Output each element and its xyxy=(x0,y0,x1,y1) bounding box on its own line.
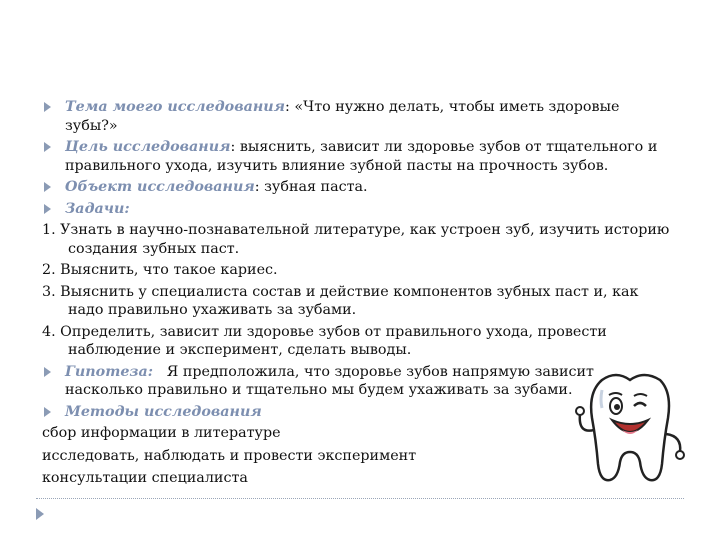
goal-sep: : xyxy=(230,139,240,155)
bullet-arrow-icon xyxy=(44,407,51,417)
goal-label: Цель исследования xyxy=(65,139,231,155)
bottom-divider xyxy=(36,498,684,499)
task-item-3 xyxy=(42,283,682,320)
item-tasks xyxy=(42,200,682,219)
task-2-line1: 2. Выяснить, что такое кариес. xyxy=(42,262,278,278)
bullet-arrow-icon xyxy=(44,182,51,192)
task-1-line1: 1. Узнать в научно-познавательной литературе, как устроен зуб, изучить историю xyxy=(42,222,670,238)
task-item-1 xyxy=(42,221,682,258)
topic-text: «Что нужно делать, чтобы иметь здоровые xyxy=(294,99,620,115)
bullet-arrow-icon xyxy=(44,102,51,112)
hypothesis-text: Я предположила, что здоровье зубов напрямую зависит xyxy=(153,363,594,380)
methods-label: Методы исследования xyxy=(65,403,262,420)
task-3-line1: 3. Выяснить у специалиста состав и действие компонентов зубных паст и, как xyxy=(42,283,639,300)
hypothesis-label: Гипотеза: xyxy=(65,363,154,380)
topic-text-cont: зубы?» xyxy=(65,117,118,134)
corner-arrow-icon xyxy=(36,508,44,520)
method-item-3: консультации специалиста xyxy=(42,470,248,486)
goal-text: выяснить, зависит ли здоровье зубов от тщательного и xyxy=(239,139,658,155)
object-sep: : xyxy=(254,179,265,195)
object-label: Объект исследования xyxy=(65,179,255,195)
cartoon-tooth-illustration xyxy=(572,368,692,493)
item-goal xyxy=(42,138,682,175)
bullet-arrow-icon xyxy=(44,367,51,377)
task-4-line1: 4. Определить, зависит ли здоровье зубов от правильного ухода, провести xyxy=(42,323,607,340)
tooth-shine xyxy=(601,390,602,408)
task-4-line2: наблюдение и эксперимент, сделать выводы. xyxy=(68,342,412,358)
tooth-right-arm xyxy=(666,434,680,452)
item-topic xyxy=(42,98,682,135)
method-item-1: сбор информации в литературе xyxy=(42,425,281,441)
task-item-2 xyxy=(42,261,682,280)
hypothesis-text-cont: насколько правильно и тщательно мы будем ухаживать за зубами. xyxy=(65,382,573,398)
method-item-2: исследовать, наблюдать и провести эксперимент xyxy=(42,447,417,464)
task-1-line2: создания зубных паст. xyxy=(68,240,240,257)
tooth-left-pupil xyxy=(614,404,620,410)
object-text: зубная паста. xyxy=(264,179,368,195)
bullet-arrow-icon xyxy=(44,142,51,152)
topic-sep: : xyxy=(285,99,295,115)
item-object xyxy=(42,178,682,197)
bullet-arrow-icon xyxy=(44,204,51,214)
tasks-label: Задачи: xyxy=(65,200,130,217)
tooth-left-hand xyxy=(576,407,584,415)
task-3-line2: надо правильно ухаживать за зубами. xyxy=(68,302,357,318)
goal-text-cont: правильного ухода, изучить влияние зубной пасты на прочность зубов. xyxy=(65,157,609,174)
tooth-right-hand xyxy=(676,451,684,459)
topic-label: Тема моего исследования xyxy=(65,99,286,115)
task-item-4 xyxy=(42,323,682,360)
